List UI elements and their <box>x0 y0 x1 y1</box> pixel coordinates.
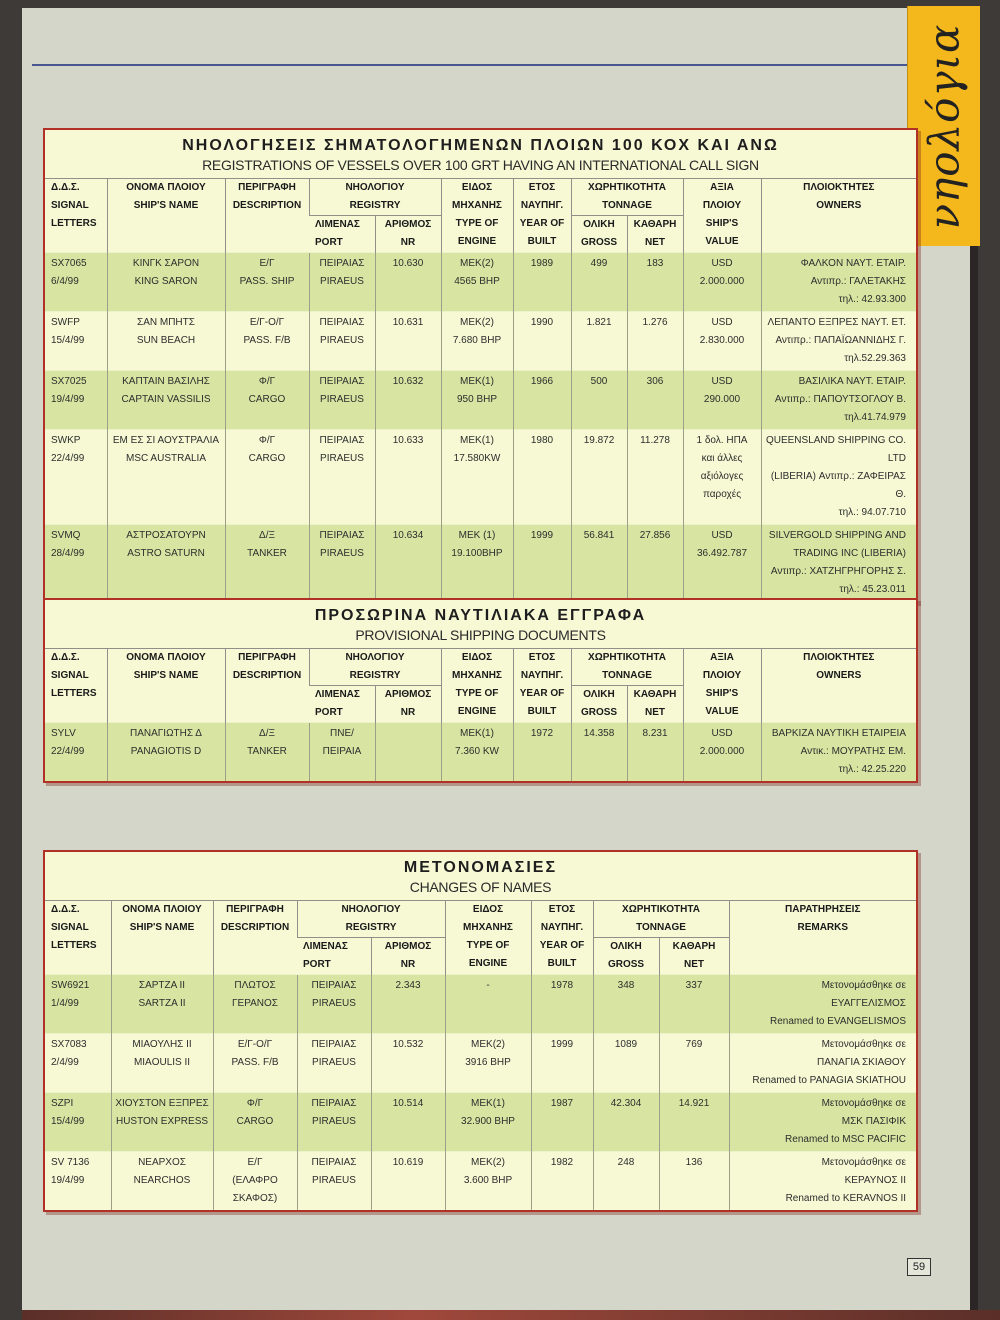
col-name: ΟΝΟΜΑ ΠΛΟΙΟΥ SHIP'S NAME <box>107 179 225 253</box>
provisional-section <box>43 598 918 783</box>
col-port: ΛΙΜΕΝΑΣ PORT <box>309 686 375 723</box>
col-signal: Δ.Δ.Σ. SIGNAL LETTERS <box>45 649 107 723</box>
renames-table <box>45 900 916 1210</box>
table-row: SWKP 22/4/99 ΕΜ ΕΣ ΣΙ ΑΟΥΣΤΡΑΛΙΑ MSC AUSTRALIA Φ/Γ CARGO ΠΕΙΡΑΙΑΣ PIRAEUS 10.633 ΜΕΚ(1) 17.580KW 1980 19.872 11.278 1 δολ. ΗΠΑ και άλλες αξιόλογες παροχές QUEENSLAND SHIPPING CO. LTD (LIBERIA) Αντιπρ.: ΖΑΦΕΙΡΑΣ Θ. τηλ.: 94.07.710 <box>45 430 916 525</box>
col-port: ΛΙΜΕΝΑΣ PORT <box>297 938 371 975</box>
col-port: ΛΙΜΕΝΑΣ PORT <box>309 216 375 253</box>
table-row: SWFP 15/4/99 ΣΑΝ ΜΠΗΤΣ SUN BEACH Ε/Γ-Ο/Γ PASS. F/B ΠΕΙΡΑΙΑΣ PIRAEUS 10.631 ΜΕΚ(2) 7.680 BHP 1990 1.821 1.276 USD 2.830.000 ΛΕΠΑΝΤΟ ΕΞΠΡΕΣ ΝΑΥΤ. ΕΤ. Αντιπρ.: ΠΑΠΑΪΩΑΝΝΙΔΗΣ Γ. τηλ.52.29.363 <box>45 312 916 371</box>
col-engine: ΕΙΔΟΣ ΜΗΧΑΝΗΣ TYPE OF ENGINE <box>445 901 531 975</box>
col-nr: ΑΡΙΘΜΟΣ NR <box>375 686 441 723</box>
col-signal: Δ.Δ.Σ. SIGNAL LETTERS <box>45 179 107 253</box>
col-net: ΚΑΘΑΡΗ NET <box>627 216 683 253</box>
col-description: ΠΕΡΙΓΡΑΦΗ DESCRIPTION <box>225 179 309 253</box>
table-row: SZPI 15/4/99 ΧΙΟΥΣΤΟΝ ΕΞΠΡΕΣ HUSTON EXPRESS Φ/Γ CARGO ΠΕΙΡΑΙΑΣ PIRAEUS 10.514 ΜΕΚ(1) 32.900 BHP 1987 42.304 14.921 Μετονομάσθηκε σε ΜΣΚ ΠΑΣΙΦΙΚ Renamed to MSC PACIFIC <box>45 1093 916 1152</box>
col-remarks: ΠΑΡΑΤΗΡΗΣΕΙΣ REMARKS <box>729 901 916 975</box>
col-signal: Δ.Δ.Σ. SIGNAL LETTERS <box>45 901 111 975</box>
col-description: ΠΕΡΙΓΡΑΦΗ DESCRIPTION <box>225 649 309 723</box>
provisional-table <box>45 648 916 781</box>
col-value: ΑΞΙΑ ΠΛΟΙΟΥ SHIP'S VALUE <box>683 649 761 723</box>
col-nr: ΑΡΙΘΜΟΣ NR <box>371 938 445 975</box>
col-name: ΟΝΟΜΑ ΠΛΟΙΟΥ SHIP'S NAME <box>107 649 225 723</box>
col-tonnage: ΧΩΡΗΤΙΚΟΤΗΤΑ TONNAGE <box>571 179 683 216</box>
col-engine: ΕΙΔΟΣ ΜΗΧΑΝΗΣ TYPE OF ENGINE <box>441 649 513 723</box>
col-registry: ΝΗΟΛΟΓΙΟΥ REGISTRY <box>297 901 445 938</box>
col-net: ΚΑΘΑΡΗ NET <box>627 686 683 723</box>
renames-title: ΜΕΤΟΝΟΜΑΣΙΕΣ <box>403 859 558 876</box>
provisional-subtitle: PROVISIONAL SHIPPING DOCUMENTS <box>355 627 606 643</box>
col-year: ΕΤΟΣ ΝΑΥΠΗΓ. YEAR OF BUILT <box>531 901 593 975</box>
col-description: ΠΕΡΙΓΡΑΦΗ DESCRIPTION <box>213 901 297 975</box>
registrations-table <box>45 178 916 601</box>
col-year: ΕΤΟΣ ΝΑΥΠΗΓ. YEAR OF BUILT <box>513 179 571 253</box>
col-owners: ΠΛΟΙΟΚΤΗΤΕΣ OWNERS <box>761 179 916 253</box>
registrations-section <box>43 128 918 603</box>
col-tonnage: ΧΩΡΗΤΙΚΟΤΗΤΑ TONNAGE <box>571 649 683 686</box>
col-name: ΟΝΟΜΑ ΠΛΟΙΟΥ SHIP'S NAME <box>111 901 213 975</box>
table-row: SV 7136 19/4/99 ΝΕΑΡΧΟΣ NEARCHOS Ε/Γ (ΕΛΑΦΡΟ ΣΚΑΦΟΣ) ΠΕΙΡΑΙΑΣ PIRAEUS 10.619 ΜΕΚ(2) 3.600 BHP 1982 248 136 Μετονομάσθηκε σε ΚΕΡΑΥΝΟΣ ΙΙ Renamed to KERAVNOS II <box>45 1152 916 1211</box>
col-owners: ΠΛΟΙΟΚΤΗΤΕΣ OWNERS <box>761 649 916 723</box>
col-tonnage: ΧΩΡΗΤΙΚΟΤΗΤΑ TONNAGE <box>593 901 729 938</box>
col-value: ΑΞΙΑ ΠΛΟΙΟΥ SHIP'S VALUE <box>683 179 761 253</box>
renames-section <box>43 850 918 1212</box>
table-row: SX7083 2/4/99 ΜΙΑΟΥΛΗΣ ΙΙ MIAOULIS II Ε/Γ-Ο/Γ PASS. F/B ΠΕΙΡΑΙΑΣ PIRAEUS 10.532 ΜΕΚ(2) 3916 BHP 1999 1089 769 Μετονομάσθηκε σε ΠΑΝΑΓΙΑ ΣΚΙΑΘΟΥ Renamed to PANAGIA SKIATHOU <box>45 1034 916 1093</box>
table-row: SYLV 22/4/99 ΠΑΝΑΓΙΩΤΗΣ Δ PANAGIOTIS D Δ/Ξ TANKER ΠΝΕ/ΠΕΙΡΑΙΑ ΜΕΚ(1) 7.360 KW 1972 14.358 8.231 USD 2.000.000 ΒΑΡΚΙΖΑ ΝΑΥΤΙΚΗ ΕΤΑΙΡΕΙΑ Αντικ.: ΜΟΥΡΑΤΗΣ ΕΜ. τηλ.: 42.25.220 <box>45 723 916 782</box>
table-row: SW6921 1/4/99 ΣΑΡΤΖΑ ΙΙ SARTZA II ΠΛΩΤΟΣ ΓΕΡΑΝΟΣ ΠΕΙΡΑΙΑΣ PIRAEUS 2.343 - 1978 348 337 Μετονομάσθηκε σε ΕΥΑΓΓΕΛΙΣΜΟΣ Renamed to EVANGELISMOS <box>45 975 916 1034</box>
table-row: SX7025 19/4/99 ΚΑΠΤΑΙΝ ΒΑΣΙΛΗΣ CAPTAIN VASSILIS Φ/Γ CARGO ΠΕΙΡΑΙΑΣ PIRAEUS 10.632 ΜΕΚ(1) 950 BHP 1966 500 306 USD 290.000 ΒΑΣΙΛΙΚΑ ΝΑΥΤ. ΕΤΑΙΡ. Αντιπρ.: ΠΑΠΟΥΤΣΟΓΛΟΥ Β. τηλ.41.74.979 <box>45 371 916 430</box>
renames-subtitle: CHANGES OF NAMES <box>409 879 552 895</box>
col-gross: ΟΛΙΚΗ GROSS <box>571 216 627 253</box>
page-number: 59 <box>907 1258 931 1276</box>
table-row: SVMQ 28/4/99 ΑΣΤΡΟΣΑΤΟΥΡΝ ASTRO SATURN Δ/Ξ TANKER ΠΕΙΡΑΙΑΣ PIRAEUS 10.634 ΜΕΚ (1) 19.100BHP 1999 56.841 27.856 USD 36.492.787 SILVERGOLD SHIPPING AND TRADING INC (LIBERIA) Αντιπρ.: ΧΑΤΖΗΓΡΗΓΟΡΗΣ Σ. τηλ.: 45.23.011 <box>45 525 916 602</box>
col-registry: ΝΗΟΛΟΓΙΟΥ REGISTRY <box>309 179 441 216</box>
registrations-title: ΝΗΟΛΟΓΗΣΕΙΣ ΣΗΜΑΤΟΛΟΓΗΜΕΝΩΝ ΠΛΟΙΩΝ 100 ΚΟΧ ΚΑΙ ΑΝΩ <box>182 137 779 154</box>
page-edge <box>22 1310 1000 1320</box>
col-net: ΚΑΘΑΡΗ NET <box>659 938 729 975</box>
col-year: ΕΤΟΣ ΝΑΥΠΗΓ. YEAR OF BUILT <box>513 649 571 723</box>
col-nr: ΑΡΙΘΜΟΣ NR <box>375 216 441 253</box>
col-registry: ΝΗΟΛΟΓΙΟΥ REGISTRY <box>309 649 441 686</box>
col-gross: ΟΛΙΚΗ GROSS <box>571 686 627 723</box>
registrations-subtitle: REGISTRATIONS OF VESSELS OVER 100 GRT HAVING AN INTERNATIONAL CALL SIGN <box>202 157 759 173</box>
magazine-page <box>22 8 978 1310</box>
col-gross: ΟΛΙΚΗ GROSS <box>593 938 659 975</box>
top-rule <box>32 64 917 66</box>
section-tab-label: νηολόγια <box>919 23 969 229</box>
table-row: SX7065 6/4/99 ΚΙΝΓΚ ΣΑΡΟΝ KING SARON Ε/Γ PASS. SHIP ΠΕΙΡΑΙΑΣ PIRAEUS 10.630 ΜΕΚ(2) 4565 BHP 1989 499 183 USD 2.000.000 ΦΑΛΚΟΝ ΝΑΥΤ. ΕΤΑΙΡ. Αντιπρ.: ΓΑΛΕΤΑΚΗΣ τηλ.: 42.93.300 <box>45 253 916 312</box>
col-engine: ΕΙΔΟΣ ΜΗΧΑΝΗΣ TYPE OF ENGINE <box>441 179 513 253</box>
provisional-title: ΠΡΟΣΩΡΙΝΑ ΝΑΥΤΙΛΙΑΚΑ ΕΓΓΡΑΦΑ <box>314 607 647 624</box>
